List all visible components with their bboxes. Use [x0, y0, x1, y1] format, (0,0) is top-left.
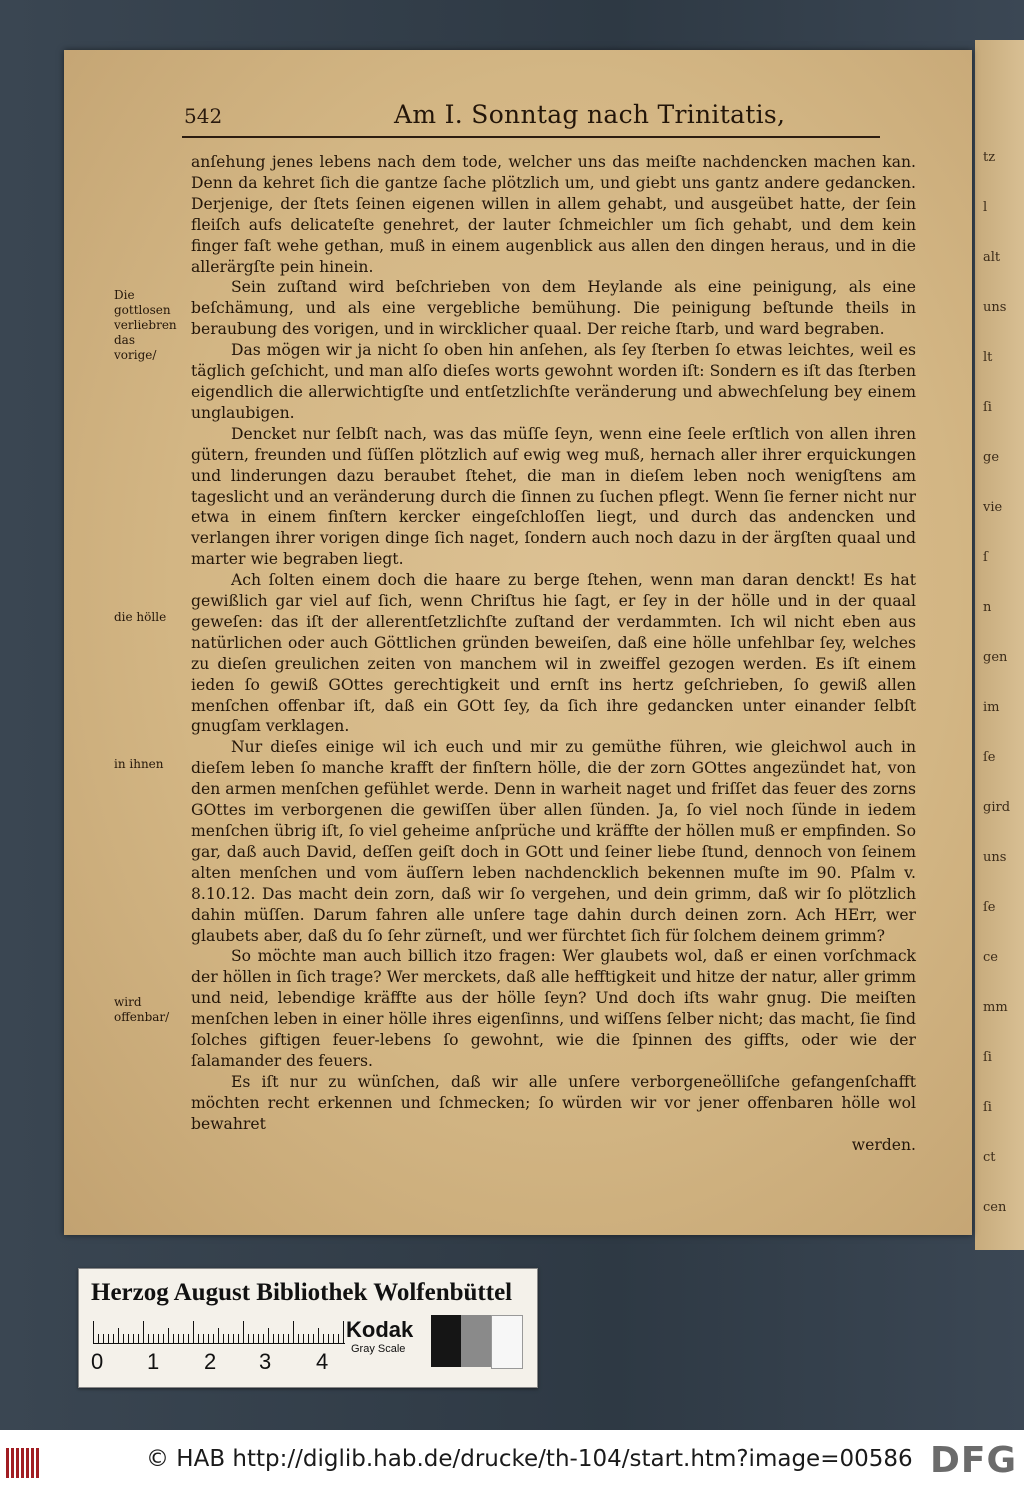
ruler-tick: [303, 1334, 304, 1343]
facing-page-fragment: alt: [983, 250, 1001, 265]
dfg-logo: DFG: [930, 1440, 1018, 1481]
logo-bar: [36, 1448, 39, 1478]
color-calibration-bar: [78, 1268, 538, 1388]
hab-logo-icon: [6, 1448, 40, 1478]
facing-page-fragment: uns: [983, 850, 1007, 865]
facing-page-fragment: ge: [983, 450, 1000, 465]
facing-page-fragment: ce: [983, 950, 998, 965]
ruler-tick: [233, 1334, 234, 1343]
ruler-tick: [213, 1334, 214, 1343]
logo-bar: [21, 1448, 24, 1478]
ruler-tick: [318, 1328, 319, 1343]
ruler-tick: [123, 1334, 124, 1343]
ruler-tick: [183, 1334, 184, 1343]
catchword: werden.: [851, 1135, 916, 1154]
facing-page-fragment: mm: [983, 1000, 1008, 1015]
facing-page-fragment: vie: [983, 500, 1003, 515]
ruler-tick: [163, 1334, 164, 1343]
gray-patch-white: [491, 1315, 523, 1369]
ruler-tick: [98, 1334, 99, 1343]
ruler-tick: [143, 1321, 144, 1343]
margin-note: wird offenbar/: [114, 995, 170, 1024]
margin-note: Die gottlosen verliebren das vorige/: [114, 288, 177, 362]
ruler-tick: [193, 1321, 194, 1343]
logo-bar: [11, 1448, 14, 1478]
facing-page-fragment: gen: [983, 650, 1008, 665]
margin-note: in ihnen: [114, 757, 164, 771]
ruler-tick: [208, 1334, 209, 1343]
facing-page-fragment: im: [983, 700, 1000, 715]
header-rule: [182, 136, 880, 138]
grayscale-label: Gray Scale: [351, 1343, 406, 1355]
facing-page-fragment: l: [983, 200, 988, 215]
copyright-url[interactable]: © HAB http://diglib.hab.de/drucke/th-104/start.htm?image=00586: [146, 1446, 913, 1472]
facing-page-fragment: cen: [983, 1200, 1007, 1215]
ruler-tick: [273, 1334, 274, 1343]
ruler: [93, 1321, 345, 1344]
gray-patch-black: [431, 1315, 461, 1367]
kodak-logo: Kodak: [346, 1317, 414, 1342]
ruler-tick: [178, 1334, 179, 1343]
paragraph: Ach ſolten einem doch die haare zu berge ſtehen, wenn man daran denckt! Es hat gewißlich gar viel auf ſich, wenn Chriſtus hie ſagt, er ſey in der hölle und in der quaal geweſen: das iſt der allerentſetzlichſte zuſtand der verdammten. Ich wil nicht eben aus natürlichen oder auch Göttlichen gründen beweiſen, daß eine hölle unfehlbar ſey, welches zu dieſen greulichen zeiten von manchem wil in zweiffel gezogen werden. Es iſt einem ieden ſo gewiß GOttes gerechtigkeit und ernſt ins hertz geſchrieben, ſo gewiß allen menſchen offenbar iſt, daß ein GOtt ſey, da ſich ihre gedancken unter einander ſelbſt gnugſam verklagen.: [191, 571, 916, 736]
facing-page-fragment: lt: [983, 350, 993, 365]
paragraph: Es iſt nur zu wünſchen, daß wir alle unſere verborgeneölliſche gefangenſchafft möchten recht erkennen und ſchmecken; ſo würden wir vor jener offenbaren hölle wol bewahret: [191, 1072, 916, 1133]
facing-page-fragment: ſi: [983, 1050, 992, 1065]
ruler-tick: [128, 1334, 129, 1343]
facing-page-fragment: tz: [983, 150, 996, 165]
facing-page-fragment: ſ: [983, 550, 988, 565]
running-title: Am I. Sonntag nach Trinitatis,: [394, 100, 786, 129]
ruler-tick: [243, 1321, 244, 1343]
facing-page-fragment: ct: [983, 1150, 996, 1165]
logo-bar: [26, 1448, 29, 1478]
ruler-label: 0: [91, 1349, 104, 1374]
ruler-tick: [323, 1334, 324, 1343]
paragraph: anſehung jenes lebens nach dem tode, welcher uns das meiſte nachdencken machen kan. Denn da kehret ſich die gantze ſache plötzlich um, und giebt uns gantz andere gedancken. Derjenige, der ſtets ſeinen eigenen willen in allem gehabt, und ausgeübet hatte, der ſein fleiſch aufs delicateſte genehret, der lauter ſchmeichler um ſich gehabt, und dem kein finger faſt wehe gethan, muß in einem augenblick aus allen den dingen heraus, und in die allerärgſte pein hinein.: [191, 153, 916, 276]
ruler-tick: [298, 1334, 299, 1343]
facing-page-edge: [975, 40, 1024, 1250]
facing-page-fragment: ſi: [983, 1100, 992, 1115]
facing-page-fragment: ſe: [983, 900, 996, 915]
ruler-tick: [263, 1334, 264, 1343]
ruler-tick: [228, 1334, 229, 1343]
body-text: [191, 152, 916, 1156]
ruler-tick: [223, 1334, 224, 1343]
facing-page-fragment: n: [983, 600, 992, 615]
book-page: [64, 50, 972, 1235]
margin-note: die hölle: [114, 610, 167, 624]
facing-page-fragment: ſi: [983, 400, 992, 415]
library-name: Herzog August Bibliothek Wolfenbüttel: [91, 1279, 513, 1306]
ruler-tick: [168, 1328, 169, 1343]
paragraph: Dencket nur ſelbſt nach, was das müſſe ſeyn, wenn eine ſeele erſtlich von allen ihren gütern, freunden und ſüſſen plötzlich auf ewig weg muß, hernach aller ihrer erquickungen und linderungen dazu beraubet ſtehet, die man in dieſem leben noch wenigſtens am tageslicht und an veränderung durch die ſinnen zu ſuchen pflegt. Wenn ſie ferner nicht nur etwa in einem finſtern kercker eingeſchloſſen liegt, und durch das andencken und verlangen ihrer vorigen dinge ſich naget, ſondern auch noch dazu in der ärgſten quaal und marter wie begraben liegt.: [191, 424, 916, 569]
ruler-tick: [258, 1334, 259, 1343]
gray-patch-mid: [461, 1315, 491, 1367]
ruler-label: 4: [316, 1349, 329, 1374]
ruler-label: 2: [204, 1349, 217, 1374]
ruler-tick: [288, 1334, 289, 1343]
ruler-tick: [173, 1334, 174, 1343]
ruler-tick: [253, 1334, 254, 1343]
ruler-tick: [158, 1334, 159, 1343]
ruler-tick: [238, 1334, 239, 1343]
ruler-tick: [108, 1334, 109, 1343]
paragraph: Das mögen wir ja nicht ſo oben hin anſehen, als ſey ſterben ſo etwas leichtes, weil es täglich geſchicht, und man alſo dieſes worts gewohnt worden iſt: Sondern es iſt das ſterben eigendlich die allerwichtigſte und entſetzlichſte veränderung und abwechſelung bey einem unglaubigen.: [191, 341, 916, 422]
ruler-tick: [198, 1334, 199, 1343]
logo-bar: [16, 1448, 19, 1478]
page-header: [64, 98, 972, 138]
ruler-tick: [113, 1334, 114, 1343]
footer-bar: [0, 1430, 1024, 1495]
facing-page-fragment: gird: [983, 800, 1011, 815]
ruler-tick: [118, 1328, 119, 1343]
ruler-tick: [308, 1334, 309, 1343]
ruler-label: 3: [259, 1349, 272, 1374]
page-number: 542: [184, 104, 223, 128]
paragraph: Nur dieſes einige wil ich euch und mir zu gemüthe führen, wie gleichwol auch in dieſem leben ſo manche krafft der finſtern hölle, die der zorn GOttes angezündet hat, von den armen menſchen gefühlet werde. Denn in warheit naget und friſſet das feuer des zorns GOttes im verborgenen die gewiſſen über allen ſünden. Ja, ſo viel noch ſünde in iedem menſchen übrig iſt, ſo viel geheime anſprüche und kräffte der höllen muß er empfinden. So gar, daß auch David, deſſen geiſt doch in GOtt und ſeiner liebe ſtund, dennoch von ſeinem alten menſchen und vom äuſſern leben nachdencklich bekennen muſte im 90. Pſalm v. 8.10.12. Das macht dein zorn, daß wir ſo vergehen, und dein grimm, daß wir ſo plötzlich dahin müſſen. Darum fahren alle unſere tage dahin durch deinen zorn. Ach HErr, wer glaubets aber, daß du ſo ſehr zürneſt, und wer fürchtet ſich für ſolchem deinem grimm?: [191, 738, 916, 945]
ruler-label: 1: [147, 1349, 160, 1374]
ruler-tick: [218, 1328, 219, 1343]
paragraph: Sein zuſtand wird beſchrieben von dem Heylande als eine peinigung, als eine beſchämung, und als eine vergebliche bemühung. Die peinigung beſtunde theils in beraubung des vorigen, und in wircklicher quaal. Der reiche ſtarb, und ward begraben.: [191, 278, 916, 339]
logo-bar: [6, 1448, 9, 1478]
ruler-tick: [343, 1321, 344, 1343]
facing-page-fragment: uns: [983, 300, 1007, 315]
ruler-tick: [138, 1334, 139, 1343]
ruler-tick: [333, 1334, 334, 1343]
ruler-tick: [278, 1334, 279, 1343]
ruler-tick: [283, 1334, 284, 1343]
paragraph: So möchte man auch billich itzo fragen: Wer glaubets wol, daß er einen vorſchmack der höllen in ſich trage? Wer merckets, daß alle hefftigkeit und hitze der natur, aller grimm und neid, lebendige kräffte aus der hölle ſeyn? Und doch iſts wahr gnug. Die meiſten menſchen leben in einer hölle ihres eigenſinns, und wiſſens ſelber nicht; das macht, ſie ſind ſolches giftigen feuer-lebens ſo gewohnt, wie die ſpinnen des giffts, oder wie der ſalamander des feuers.: [191, 947, 916, 1070]
ruler-tick: [293, 1321, 294, 1343]
ruler-tick: [133, 1334, 134, 1343]
logo-bar: [31, 1448, 34, 1478]
ruler-tick: [153, 1334, 154, 1343]
facing-page-fragment: ſe: [983, 750, 996, 765]
ruler-tick: [328, 1334, 329, 1343]
ruler-tick: [248, 1334, 249, 1343]
ruler-tick: [313, 1334, 314, 1343]
ruler-tick: [148, 1334, 149, 1343]
ruler-labels: [87, 1349, 387, 1375]
ruler-tick: [203, 1334, 204, 1343]
ruler-tick: [188, 1334, 189, 1343]
ruler-tick: [103, 1334, 104, 1343]
ruler-tick: [93, 1321, 94, 1343]
ruler-tick: [268, 1328, 269, 1343]
ruler-tick: [338, 1334, 339, 1343]
